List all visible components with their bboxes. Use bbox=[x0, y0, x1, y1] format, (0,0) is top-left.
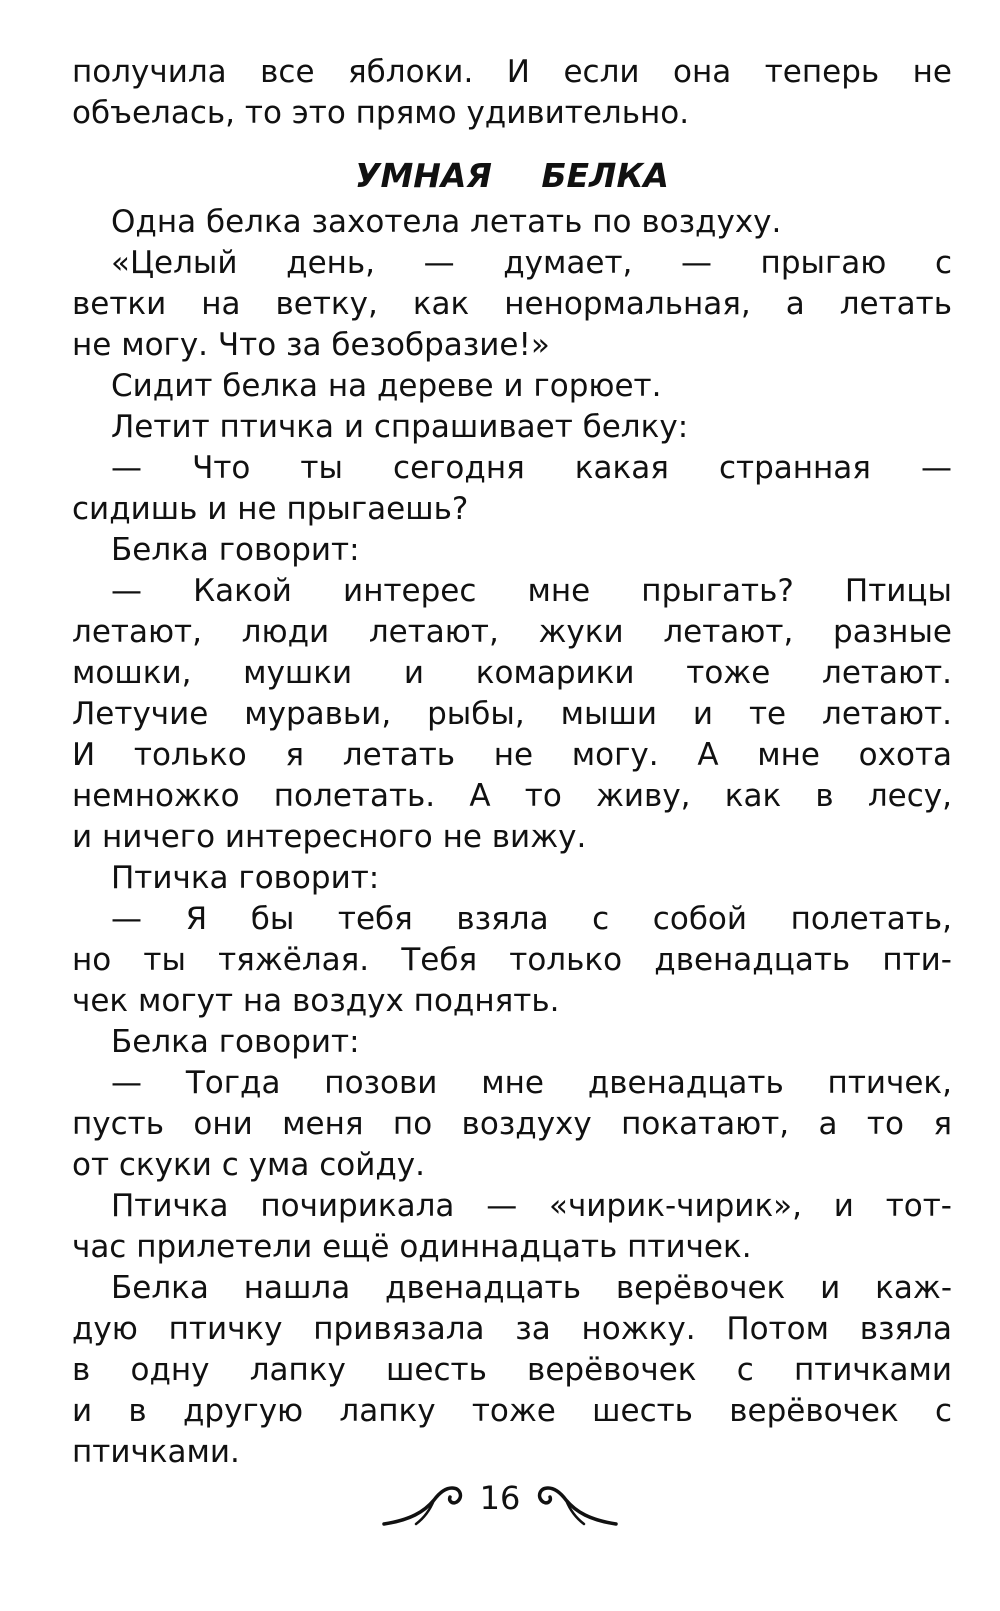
story-text bbox=[72, 202, 952, 1473]
text-line: Белка говорит: bbox=[111, 1024, 360, 1060]
text-line: и ничего интересного не вижу. bbox=[72, 819, 587, 855]
text-line: пусть они меня по воздуху покатают, а то я bbox=[72, 1106, 952, 1142]
text-line: — Тогда позови мне двенадцать птичек, bbox=[111, 1065, 952, 1101]
text-line: объелась, то это прямо удивительно. bbox=[72, 95, 690, 131]
text-line: птичками. bbox=[72, 1434, 240, 1470]
text-line: и в другую лапку тоже шесть верёвочек с bbox=[72, 1393, 952, 1429]
text-line: получила все яблоки. И если она теперь не bbox=[72, 54, 952, 90]
text-line: Летучие муравьи, рыбы, мыши и те летают. bbox=[72, 696, 952, 732]
text-line: чек могут на воздух поднять. bbox=[72, 983, 560, 1019]
text-line: — Я бы тебя взяла с собой полетать, bbox=[111, 901, 952, 937]
text-line: Белка нашла двенадцать верёвочек и каж- bbox=[111, 1270, 952, 1306]
text-line: но ты тяжёлая. Тебя только двенадцать пти- bbox=[72, 942, 952, 978]
text-line: — Что ты сегодня какая странная — bbox=[111, 450, 952, 486]
page-footer bbox=[380, 1468, 620, 1538]
page-number: 16 bbox=[479, 1479, 521, 1517]
text-line: «Целый день, — думает, — прыгаю с bbox=[111, 245, 952, 281]
text-line: Птичка почирикала — «чирик-чирик», и тот- bbox=[111, 1188, 952, 1224]
text-line: не могу. Что за безобразие!» bbox=[72, 327, 550, 363]
text-line: Летит птичка и спрашивает белку: bbox=[111, 409, 689, 445]
text-line: Птичка говорит: bbox=[111, 860, 380, 896]
text-line: от скуки с ума сойду. bbox=[72, 1147, 425, 1183]
text-line: — Какой интерес мне прыгать? Птицы bbox=[111, 573, 952, 609]
text-line: Сидит белка на дереве и горюет. bbox=[111, 368, 662, 404]
text-line: ветки на ветку, как ненормальная, а летать bbox=[72, 286, 952, 322]
text-line: сидишь и не прыгаешь? bbox=[72, 491, 469, 527]
text-line: час прилетели ещё одиннадцать птичек. bbox=[72, 1229, 752, 1265]
page-body bbox=[72, 52, 952, 1473]
text-line: И только я летать не могу. А мне охота bbox=[72, 737, 952, 773]
story-title: УМНАЯ БЕЛКА bbox=[355, 156, 669, 195]
text-line: Одна белка захотела летать по воздуху. bbox=[111, 204, 782, 240]
text-line: летают, люди летают, жуки летают, разные bbox=[72, 614, 952, 650]
text-line: немножко полетать. А то живу, как в лесу, bbox=[72, 778, 952, 814]
text-line: мошки, мушки и комарики тоже летают. bbox=[72, 655, 952, 691]
text-line: Белка говорит: bbox=[111, 532, 360, 568]
text-line: в одну лапку шесть верёвочек с птичками bbox=[72, 1352, 952, 1388]
text-line: дую птичку привязала за ножку. Потом взяла bbox=[72, 1311, 952, 1347]
